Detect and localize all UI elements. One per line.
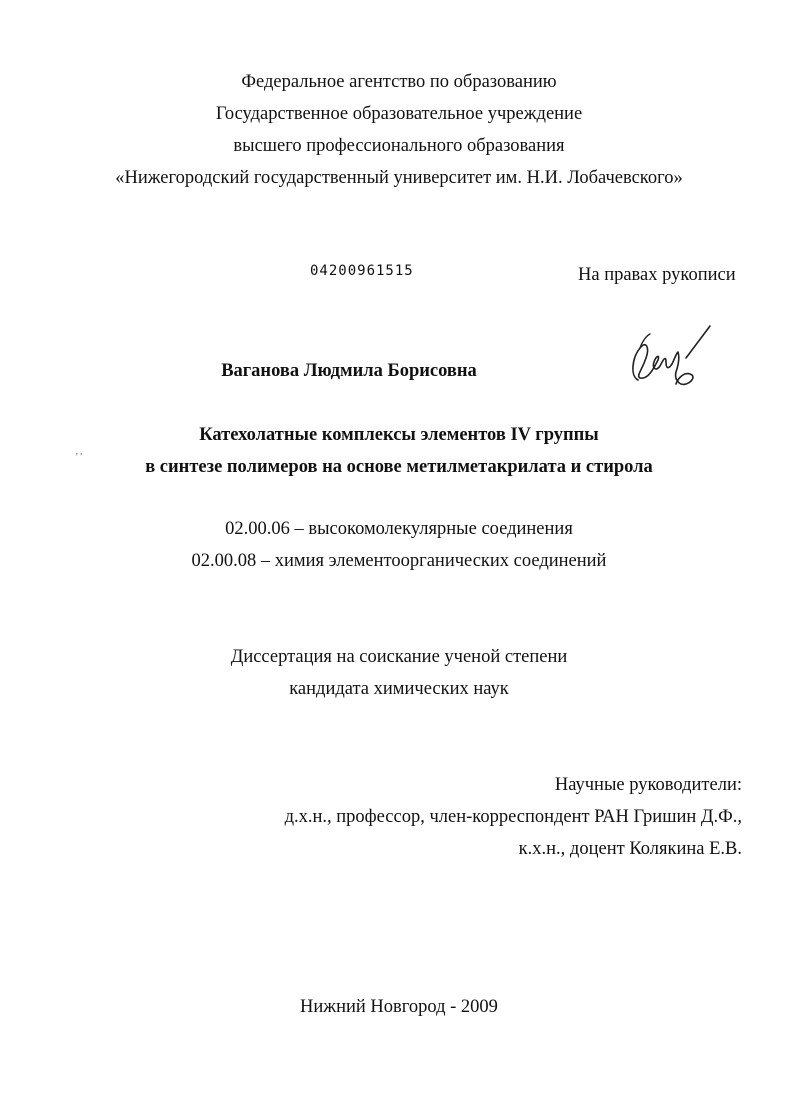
rights-note: На правах рукописи [578, 265, 736, 285]
degree-line-2: кандидата химических наук [289, 679, 509, 699]
org-line-1: Федеральное агентство по образованию [241, 72, 557, 92]
org-line-2: Государственное образовательное учреждение [215, 104, 583, 124]
title-line-1: Катехолатные комплексы элементов IV группы [199, 425, 599, 445]
stray-mark: ' ' [76, 452, 83, 463]
title-line-2: в синтезе полимеров на основе метилметакрилата и стирола [145, 457, 653, 477]
specialty-1: 02.00.06 – высокомолекулярные соединения [225, 519, 573, 539]
supervisor-2: к.х.н., доцент Колякина Е.В. [518, 839, 742, 859]
org-line-3: высшего профессионального образования [233, 136, 565, 156]
org-line-4: «Нижегородский государственный университет им. Н.И. Лобачевского» [115, 168, 683, 188]
degree-line-1: Диссертация на соискание ученой степени [230, 647, 568, 667]
registration-number: 04200961515 [310, 263, 414, 279]
specialty-2: 02.00.08 – химия элементоорганических соединений [191, 551, 607, 571]
footer-city-year: Нижний Новгород - 2009 [300, 997, 498, 1017]
author-name: Ваганова Людмила Борисовна [221, 361, 477, 381]
supervisor-1: д.х.н., профессор, член-корреспондент РАН Гришин Д.Ф., [284, 807, 742, 827]
signature-icon [620, 318, 720, 398]
supervisors-heading: Научные руководители: [554, 775, 742, 795]
